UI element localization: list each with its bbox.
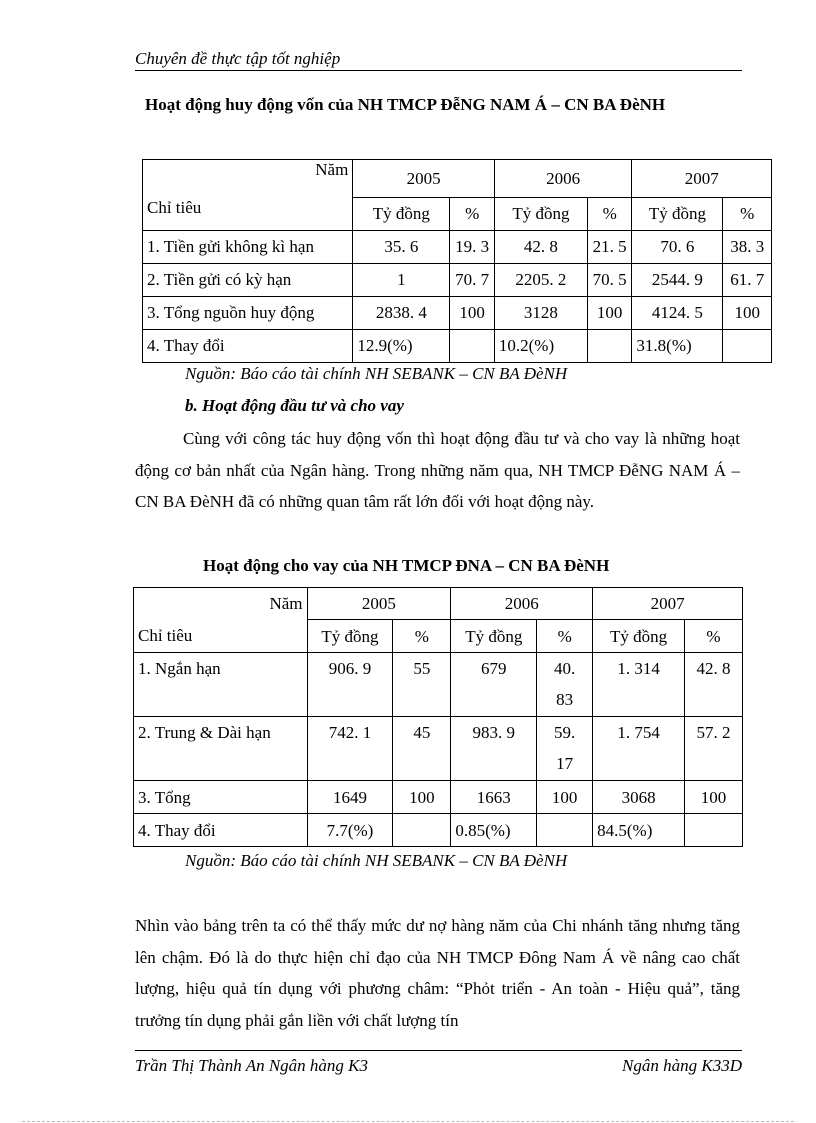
cell-pct-wrapped xyxy=(537,653,593,717)
year-label: Năm xyxy=(143,160,353,198)
year-header: 2007 xyxy=(593,588,743,620)
cell-change: 7.7(%) xyxy=(307,814,393,847)
row-label: 4. Thay đổi xyxy=(143,330,353,363)
header-text: Chuyên đề thực tập tốt nghiệp xyxy=(135,49,341,68)
cell-change: 0.85(%) xyxy=(451,814,537,847)
cell-pct: 100 xyxy=(393,781,451,814)
cell-pct: 57. 2 xyxy=(685,717,743,781)
row-label: 2. Tiền gửi có kỳ hạn xyxy=(143,264,353,297)
section-b-heading: b. Hoạt động đầu tư và cho vay xyxy=(185,396,404,415)
cell-change: 10.2(%) xyxy=(494,330,587,363)
table-row xyxy=(143,297,772,330)
row-label: 1. Tiền gửi không kì hạn xyxy=(143,231,353,264)
page-bottom-divider xyxy=(22,1121,794,1122)
cell-pct: 100 xyxy=(587,297,631,330)
cell-change: 84.5(%) xyxy=(593,814,685,847)
year-header: 2005 xyxy=(353,160,495,198)
table-row xyxy=(134,781,743,814)
cell-value: 1649 xyxy=(307,781,393,814)
cell-value: 3068 xyxy=(593,781,685,814)
pct-header: % xyxy=(723,198,772,231)
cell-value: 1. 314 xyxy=(593,653,685,717)
cell-pct: 100 xyxy=(537,781,593,814)
cell-value: 679 xyxy=(451,653,537,717)
year-header: 2007 xyxy=(632,160,772,198)
page-header xyxy=(135,49,742,71)
cell-value: 983. 9 xyxy=(451,717,537,781)
capital-mobilization-table xyxy=(142,159,772,363)
unit-header: Tỷ đồng xyxy=(632,198,723,231)
cell-pct: 61. 7 xyxy=(723,264,772,297)
table-row xyxy=(134,620,743,653)
cell-pct: 100 xyxy=(685,781,743,814)
cell-change: 12.9(%) xyxy=(353,330,450,363)
table2-source: Nguồn: Báo cáo tài chính NH SEBANK – CN BA ĐèNH xyxy=(185,851,568,870)
cell-pct-part: 40. xyxy=(554,659,576,678)
cell-pct-part: 59. xyxy=(554,723,576,742)
unit-header: Tỷ đồng xyxy=(593,620,685,653)
page-footer xyxy=(135,1050,742,1076)
cell-value: 1. 754 xyxy=(593,717,685,781)
cell-value: 3128 xyxy=(494,297,587,330)
cell-pct-part: 17 xyxy=(556,754,574,773)
year-label: Năm xyxy=(134,588,308,620)
cell-pct: 55 xyxy=(393,653,451,717)
unit-header: Tỷ đồng xyxy=(307,620,393,653)
cell-value: 906. 9 xyxy=(307,653,393,717)
table2-title: Hoạt động cho vay của NH TMCP ĐNA – CN BA ĐèNH xyxy=(203,556,610,575)
row-label: 3. Tổng nguồn huy động xyxy=(143,297,353,330)
indicator-label: Chỉ tiêu xyxy=(143,198,353,231)
table-row xyxy=(134,588,743,620)
cell-pct: 100 xyxy=(723,297,772,330)
cell-value: 42. 8 xyxy=(494,231,587,264)
table-row xyxy=(134,814,743,847)
lending-table xyxy=(133,587,743,847)
pct-header: % xyxy=(450,198,494,231)
pct-header: % xyxy=(537,620,593,653)
table1-title: Hoạt động huy động vốn của NH TMCP ĐễNG NAM Á – CN BA ĐèNH xyxy=(145,95,666,114)
cell-value: 35. 6 xyxy=(353,231,450,264)
table-row xyxy=(143,231,772,264)
cell-value: 1 xyxy=(353,264,450,297)
cell-value: 70. 6 xyxy=(632,231,723,264)
cell-value: 2544. 9 xyxy=(632,264,723,297)
cell-pct-wrapped xyxy=(537,717,593,781)
table1-source: Nguồn: Báo cáo tài chính NH SEBANK – CN BA ĐèNH xyxy=(185,364,568,383)
cell-value: 1663 xyxy=(451,781,537,814)
cell-value: 742. 1 xyxy=(307,717,393,781)
cell-pct: 21. 5 xyxy=(587,231,631,264)
cell-pct: 38. 3 xyxy=(723,231,772,264)
cell-pct: 70. 7 xyxy=(450,264,494,297)
cell-value: 2838. 4 xyxy=(353,297,450,330)
footer-right: Ngân hàng K33D xyxy=(622,1056,742,1075)
row-label: 1. Ngắn hạn xyxy=(134,653,308,717)
section-b-paragraph: Cùng với công tác huy động vốn thì hoạt động đầu tư và cho vay là những hoạt động cơ bản nhất của Ngân hàng. Trong những năm qua, NH TMCP ĐễNG NAM Á – CN BA ĐèNH đã có những quan tâm rất lớn đối với hoạt động này. xyxy=(135,429,740,511)
cell-value: 2205. 2 xyxy=(494,264,587,297)
table-row xyxy=(143,160,772,198)
row-label: 2. Trung & Dài hạn xyxy=(134,717,308,781)
cell-pct: 42. 8 xyxy=(685,653,743,717)
row-label: 3. Tổng xyxy=(134,781,308,814)
cell-pct: 70. 5 xyxy=(587,264,631,297)
indicator-label: Chỉ tiêu xyxy=(134,620,308,653)
closing-paragraph: Nhìn vào bảng trên ta có thể thấy mức dư nợ hàng năm của Chi nhánh tăng nhưng tăng lên chậm. Đó là do thực hiện chỉ đạo của NH TMCP Đông Nam Á về nâng cao chất lượng, hiệu quả tín dụng với phương châm: “Phỏt triển - An toàn - Hiệu quả”, tăng trưởng tín dụng phải gắn liền với chất lượng tín xyxy=(135,916,740,1030)
unit-header: Tỷ đồng xyxy=(494,198,587,231)
cell-change: 31.8(%) xyxy=(632,330,723,363)
table-row xyxy=(143,264,772,297)
year-header: 2006 xyxy=(494,160,632,198)
table-row xyxy=(143,198,772,231)
cell-pct: 100 xyxy=(450,297,494,330)
pct-header: % xyxy=(685,620,743,653)
footer-left: Trần Thị Thành An Ngân hàng K3 xyxy=(135,1056,369,1075)
cell-pct: 19. 3 xyxy=(450,231,494,264)
cell-value: 4124. 5 xyxy=(632,297,723,330)
unit-header: Tỷ đồng xyxy=(353,198,450,231)
year-header: 2005 xyxy=(307,588,451,620)
table-row xyxy=(143,330,772,363)
cell-pct: 45 xyxy=(393,717,451,781)
table-row xyxy=(134,653,743,717)
row-label: 4. Thay đổi xyxy=(134,814,308,847)
pct-header: % xyxy=(393,620,451,653)
pct-header: % xyxy=(587,198,631,231)
unit-header: Tỷ đồng xyxy=(451,620,537,653)
cell-pct-part: 83 xyxy=(556,690,574,709)
table-row xyxy=(134,717,743,781)
year-header: 2006 xyxy=(451,588,593,620)
